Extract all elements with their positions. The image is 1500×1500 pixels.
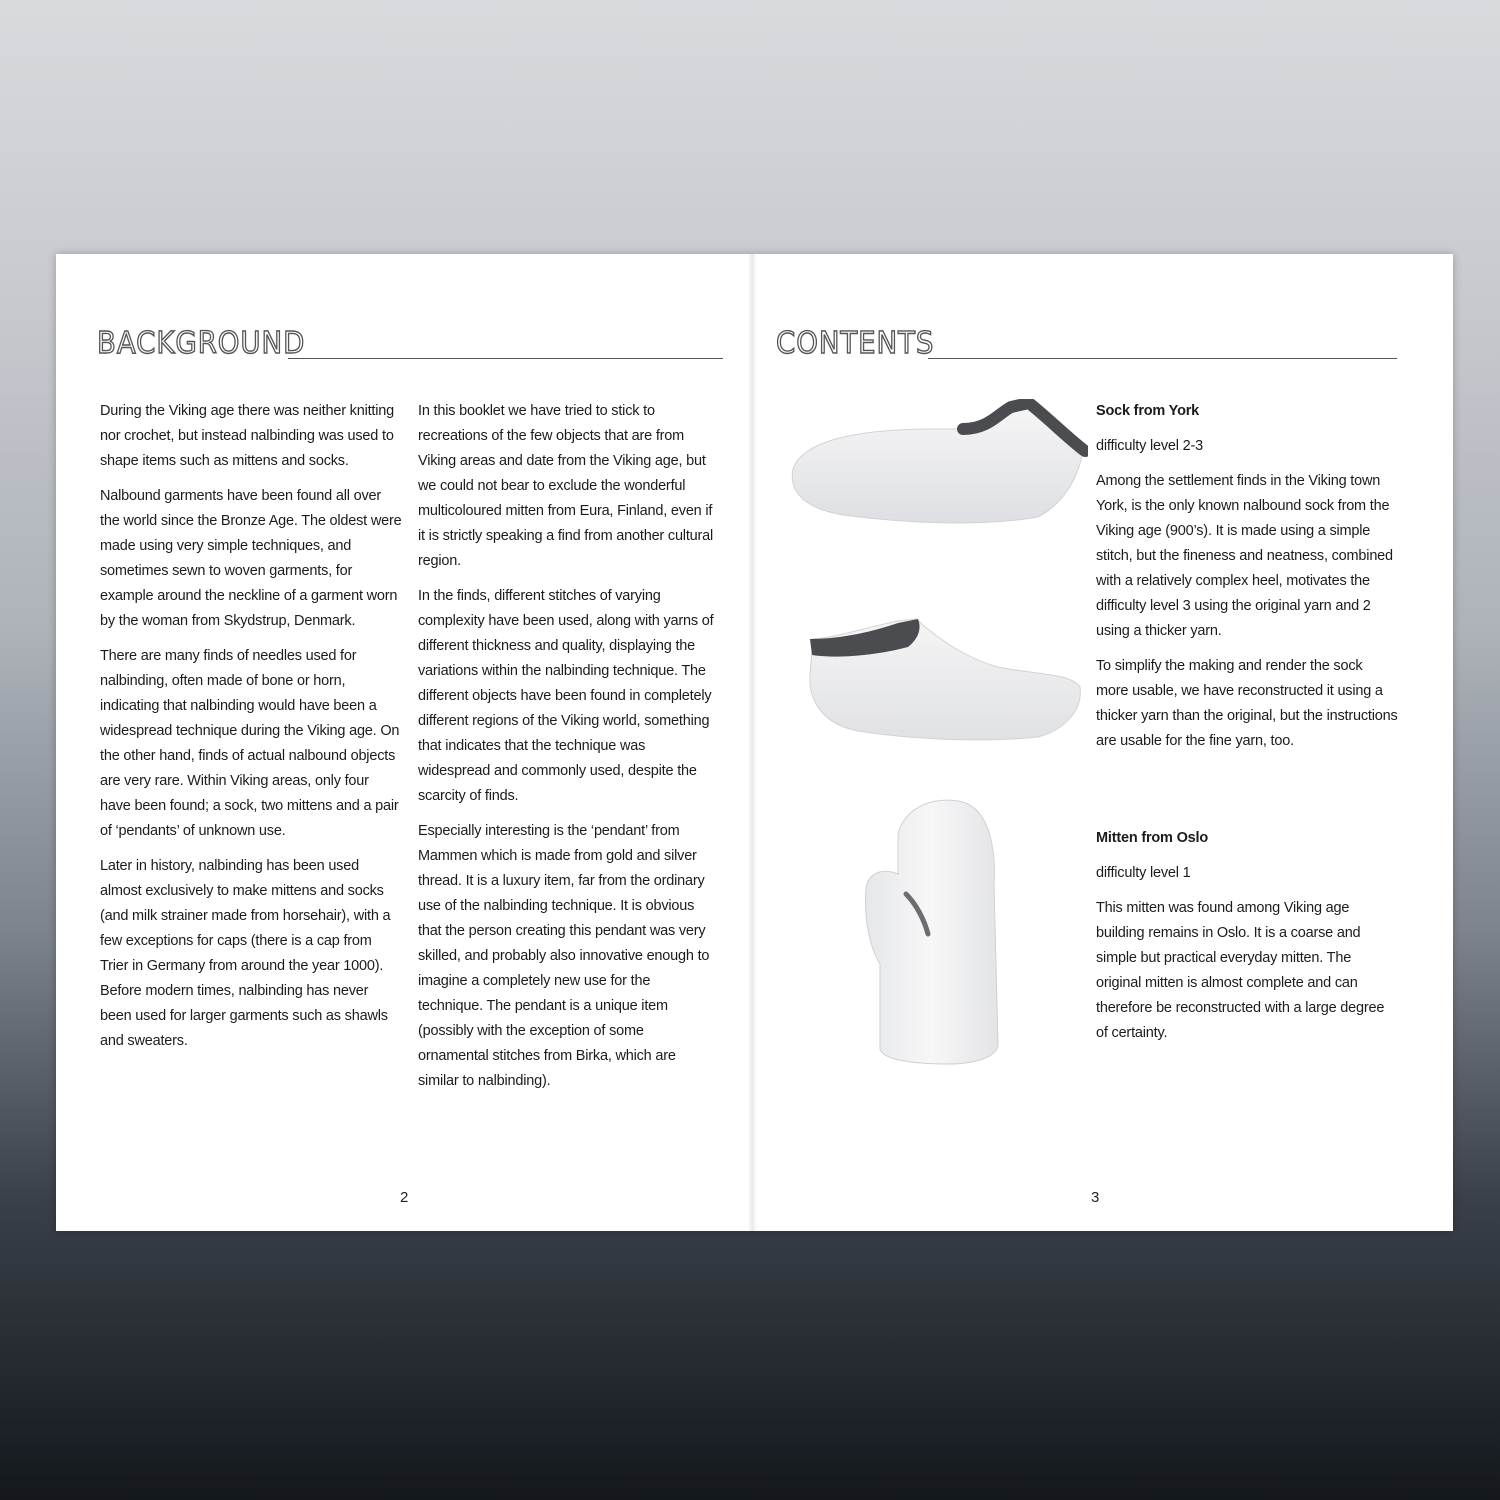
difficulty-level: difficulty level 2-3 — [1096, 438, 1203, 454]
binding-gutter — [748, 254, 758, 1231]
mitten-photo — [858, 794, 1008, 1069]
paragraph: To simplify the making and render the sock more usable, we have reconstructed it using a thicker yarn than the original, but the instructions are usable for the fine yarn, too. — [1096, 658, 1398, 749]
item-title: Sock from York — [1096, 403, 1200, 419]
heading-rule — [288, 358, 723, 359]
paragraph: In this booklet we have tried to stick to recreations of the few objects that are from Viking areas and date from the Viking age, but we could not bear to exclude the wonderful multicoloured mitten from Eura, Finland, even if it is strictly speaking a find from another cultural region. — [418, 403, 714, 569]
left-page — [56, 254, 748, 1231]
page-heading-contents: CONTENTS — [776, 326, 935, 361]
item-title: Mitten from Oslo — [1096, 830, 1208, 846]
sock-photo-reverse-view — [798, 609, 1088, 744]
paragraph: Nalbound garments have been found all over the world since the Bronze Age. The oldest were made using very simple techniques, and sometimes sewn to woven garments, for example around the neckline of a garment worn by the woman from Skydstrup, Denmark. — [100, 488, 402, 629]
paragraph: In the finds, different stitches of varying complexity have been used, along with yarns of different thickness and quality, displaying the variations within the nalbinding technique. The different objects have been found in completely different regions of the Viking world, something that indicates that the technique was widespread and commonly used, despite the scarcity of finds. — [418, 588, 714, 804]
paragraph: Among the settlement finds in the Viking town York, is the only known nalbound sock from the Viking age (900’s). It is made using a simple stitch, but the fineness and neatness, combined with a relatively complex heel, motivates the difficulty level 3 using the original yarn and 2 using a thicker yarn. — [1096, 473, 1393, 639]
paragraph: Especially interesting is the ‘pendant’ from Mammen which is made from gold and silver thread. It is a luxury item, far from the ordinary use of the nalbinding technique. It is obvious that the person creating this pendant was very skilled, and probably also innovative enough to imagine a completely new use for the technique. The pendant is a unique item (possibly with the exception of some ornamental stitches from Birka, which are similar to nalbinding). — [418, 823, 710, 1089]
contents-item-mitten — [1096, 826, 1394, 1056]
right-page — [758, 254, 1453, 1231]
page-number: 3 — [1091, 1189, 1100, 1206]
difficulty-level: difficulty level 1 — [1096, 865, 1191, 881]
paragraph: There are many finds of needles used for nalbinding, often made of bone or horn, indicating that nalbinding would have been a widespread technique during the Viking age. On the other hand, finds of actual nalbound objects are very rare. Within Viking areas, only four have been found; a sock, two mittens and a pair of ‘pendants’ of unknown use. — [100, 648, 400, 839]
paragraph: Later in history, nalbinding has been used almost exclusively to make mittens and socks (and milk strainer made from horsehair), with a few exceptions for caps (there is a cap from Trier in Germany from around the year 1000). Before modern times, nalbinding has never been used for larger garments such as shawls and sweaters. — [100, 858, 391, 1049]
page-number: 2 — [400, 1189, 409, 1206]
contents-item-sock — [1096, 399, 1398, 764]
heading-rule — [928, 358, 1397, 359]
text-column-1 — [100, 399, 402, 1064]
paragraph: This mitten was found among Viking age building remains in Oslo. It is a coarse and simple but practical everyday mitten. The original mitten is almost complete and can therefore be reconstructed with a large degree of certainty. — [1096, 900, 1385, 1041]
sock-photo-side-view — [783, 399, 1088, 529]
page-heading-background: BACKGROUND — [97, 326, 306, 361]
text-column-2 — [418, 399, 718, 1104]
paragraph: During the Viking age there was neither knitting nor crochet, but instead nalbinding was used to shape items such as mittens and socks. — [100, 403, 395, 469]
booklet-spread — [56, 254, 1453, 1231]
